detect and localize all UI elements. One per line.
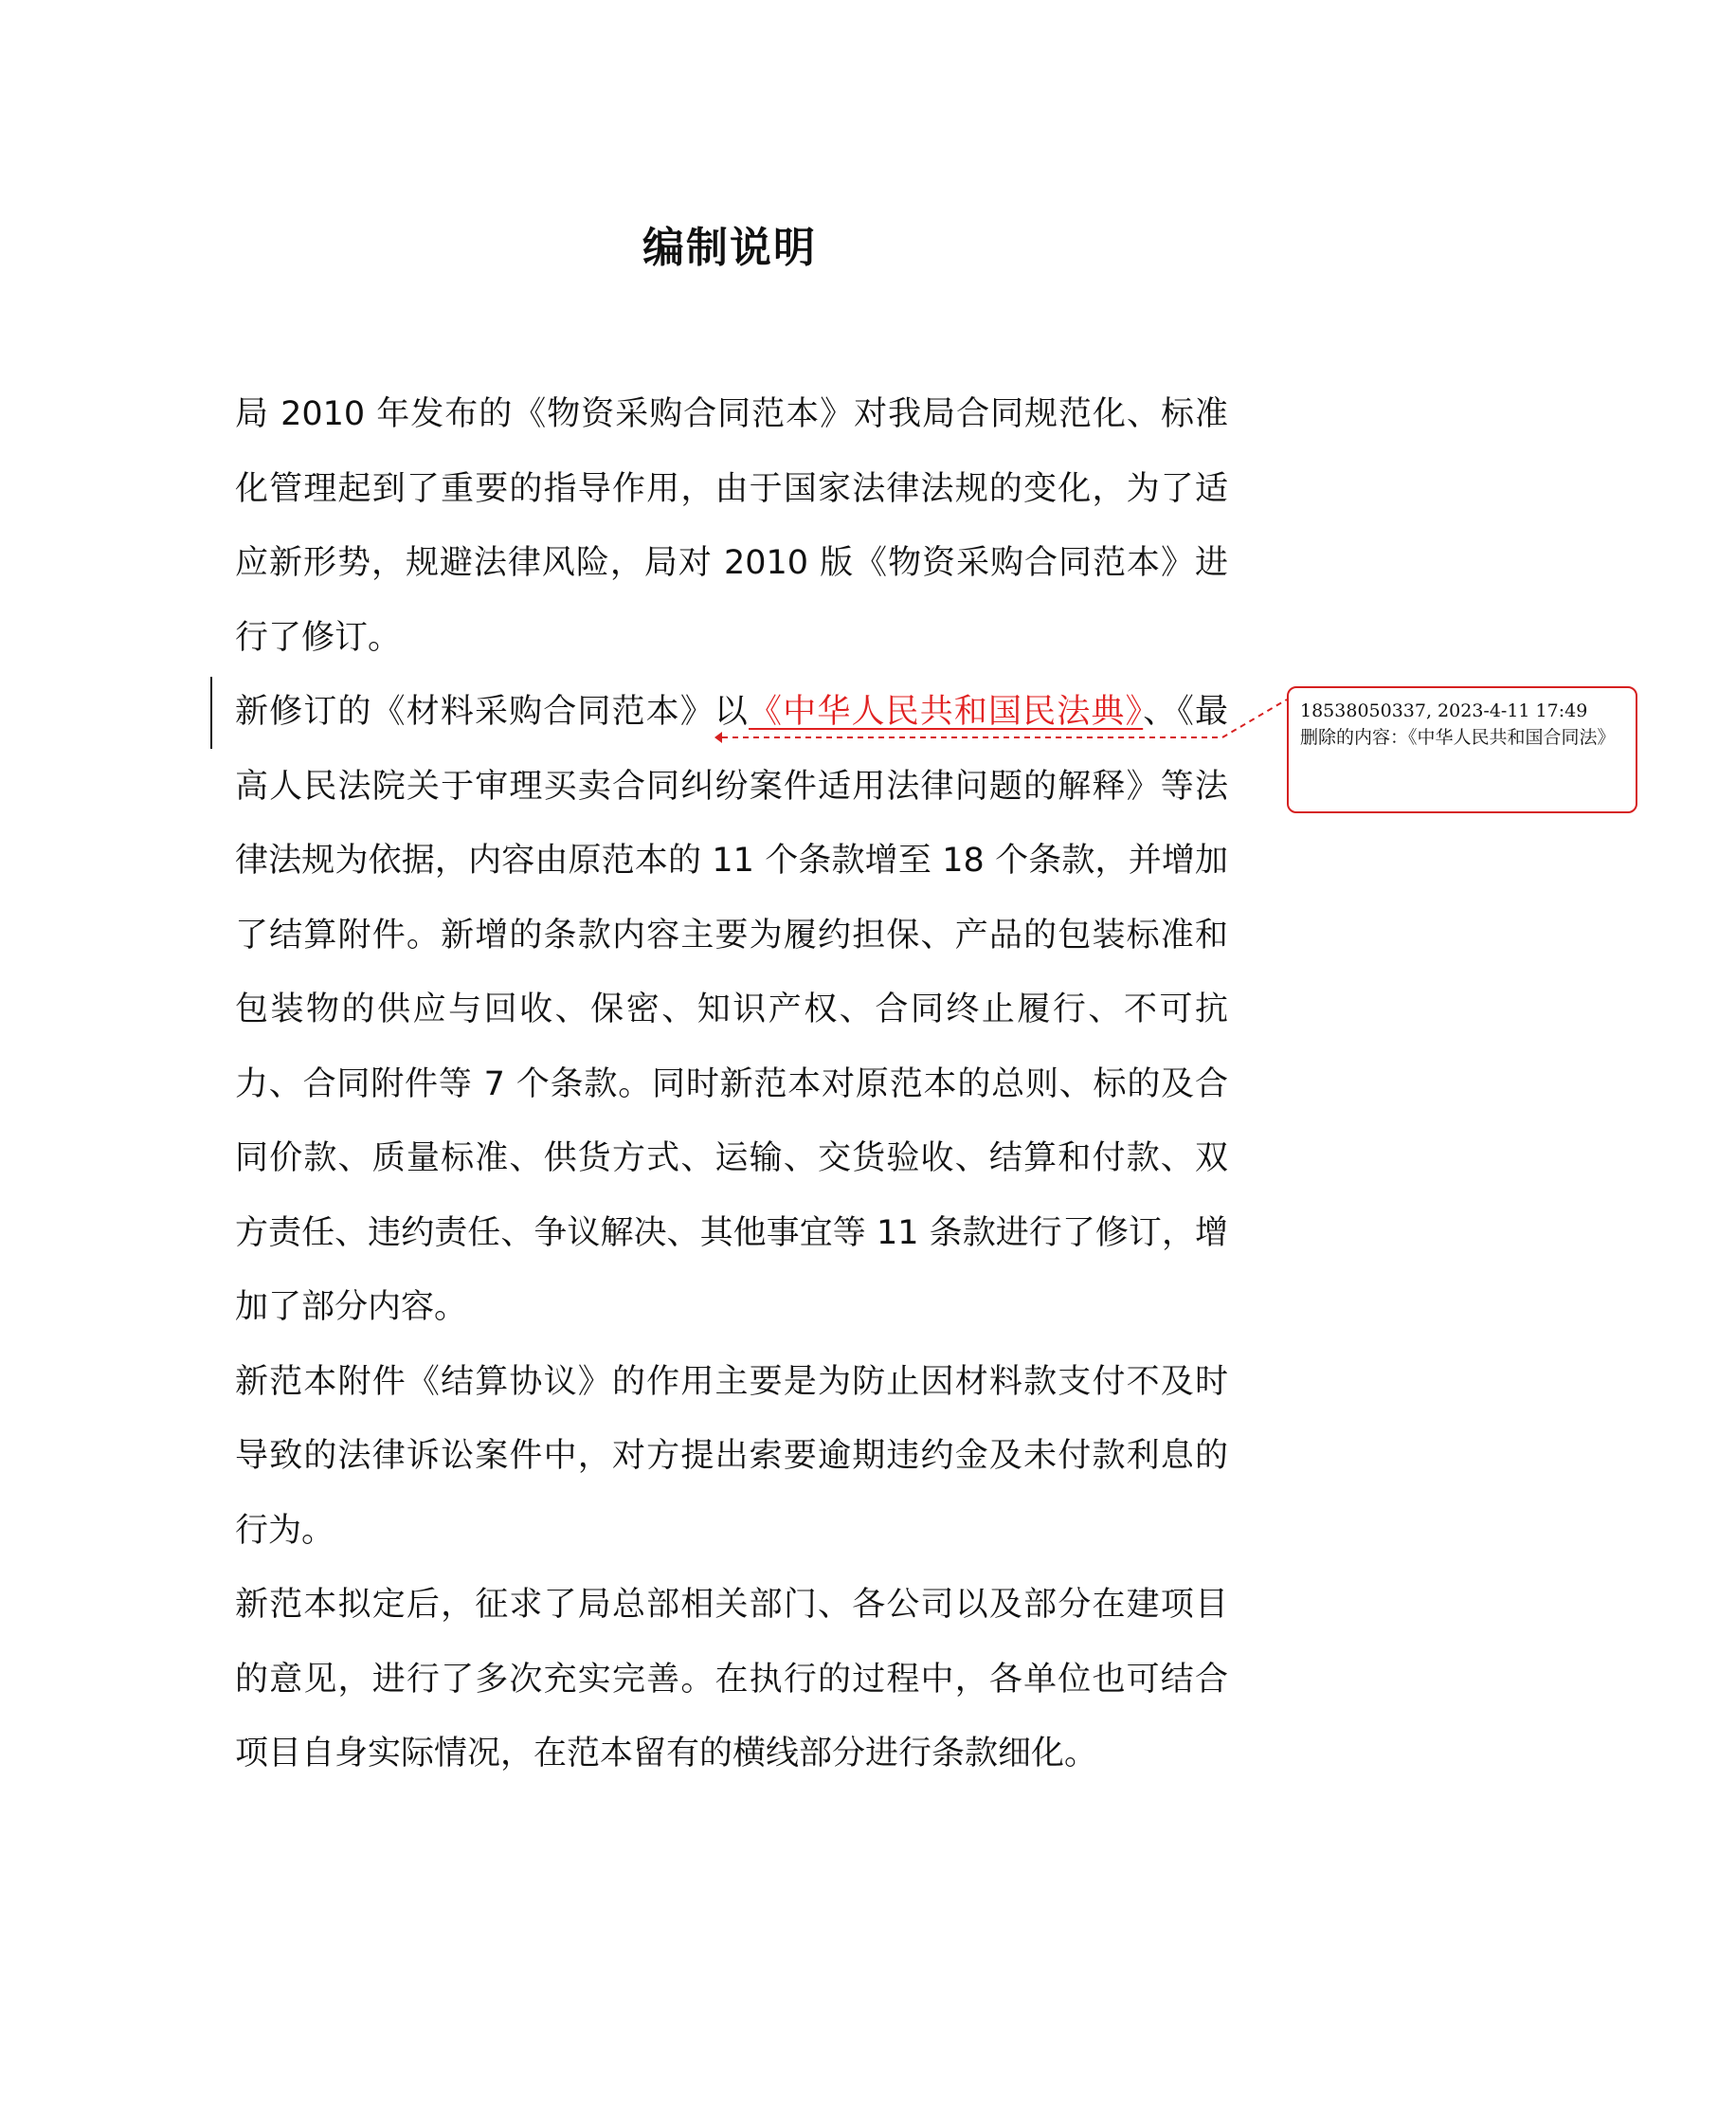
paragraph-3: 新范本附件《结算协议》的作用主要是为防止因材料款支付不及时导致的法律诉讼案件中，对方提出索要逾期违约金及未付款利息的行为。 (235, 1362, 1228, 1550)
change-bar (210, 677, 212, 749)
document-body (235, 377, 1228, 1791)
revision-comment-balloon[interactable] (1287, 686, 1637, 813)
paragraph-2-after: 、《最高人民法院关于审理买卖合同纠纷案件适用法律问题的解释》等法律法规为依据，内容由原范本的 11 个条款增至 18 个条款，并增加了结算附件。新增的条款内容主要为履约担保、产品的包装标准和包装物的供应与回收、保密、知识产权、合同终止履行、不可抗力、合同附件等 7 个条款。同时新范本对原范本的总则、标的及合同价款、质量标准、供货方式、运输、交货验收、结算和付款、双方责任、违约责任、争议解决、其他事宜等 11 条款进行了修订，增加了部分内容。 (235, 693, 1228, 1326)
inserted-text[interactable]: 《中华人民共和国民法典》 (749, 693, 1144, 731)
paragraph-2 (235, 675, 1228, 1345)
comment-deleted-text: 《中华人民共和国合同法》 (1408, 727, 1616, 748)
paragraph-2-before: 新修订的《材料采购合同范本》以 (235, 693, 750, 731)
comment-deleted-line (1300, 724, 1624, 751)
paragraph-1: 局 2010 年发布的《物资采购合同范本》对我局合同规范化、标准化管理起到了重要的指导作用，由于国家法律法规的变化，为了适应新形势，规避法律风险，局对 2010 版《物资采购合同范本》进行了修订。 (235, 395, 1228, 657)
comment-author-time: 18538050337, 2023-4-11 17:49 (1300, 700, 1588, 721)
paragraph-4: 新范本拟定后，征求了局总部相关部门、各公司以及部分在建项目的意见，进行了多次充实完善。在执行的过程中，各单位也可结合项目自身实际情况，在范本留有的横线部分进行条款细化。 (235, 1586, 1228, 1772)
comment-label: 删除的内容： (1300, 727, 1409, 748)
page-title: 编制说明 (642, 224, 817, 272)
